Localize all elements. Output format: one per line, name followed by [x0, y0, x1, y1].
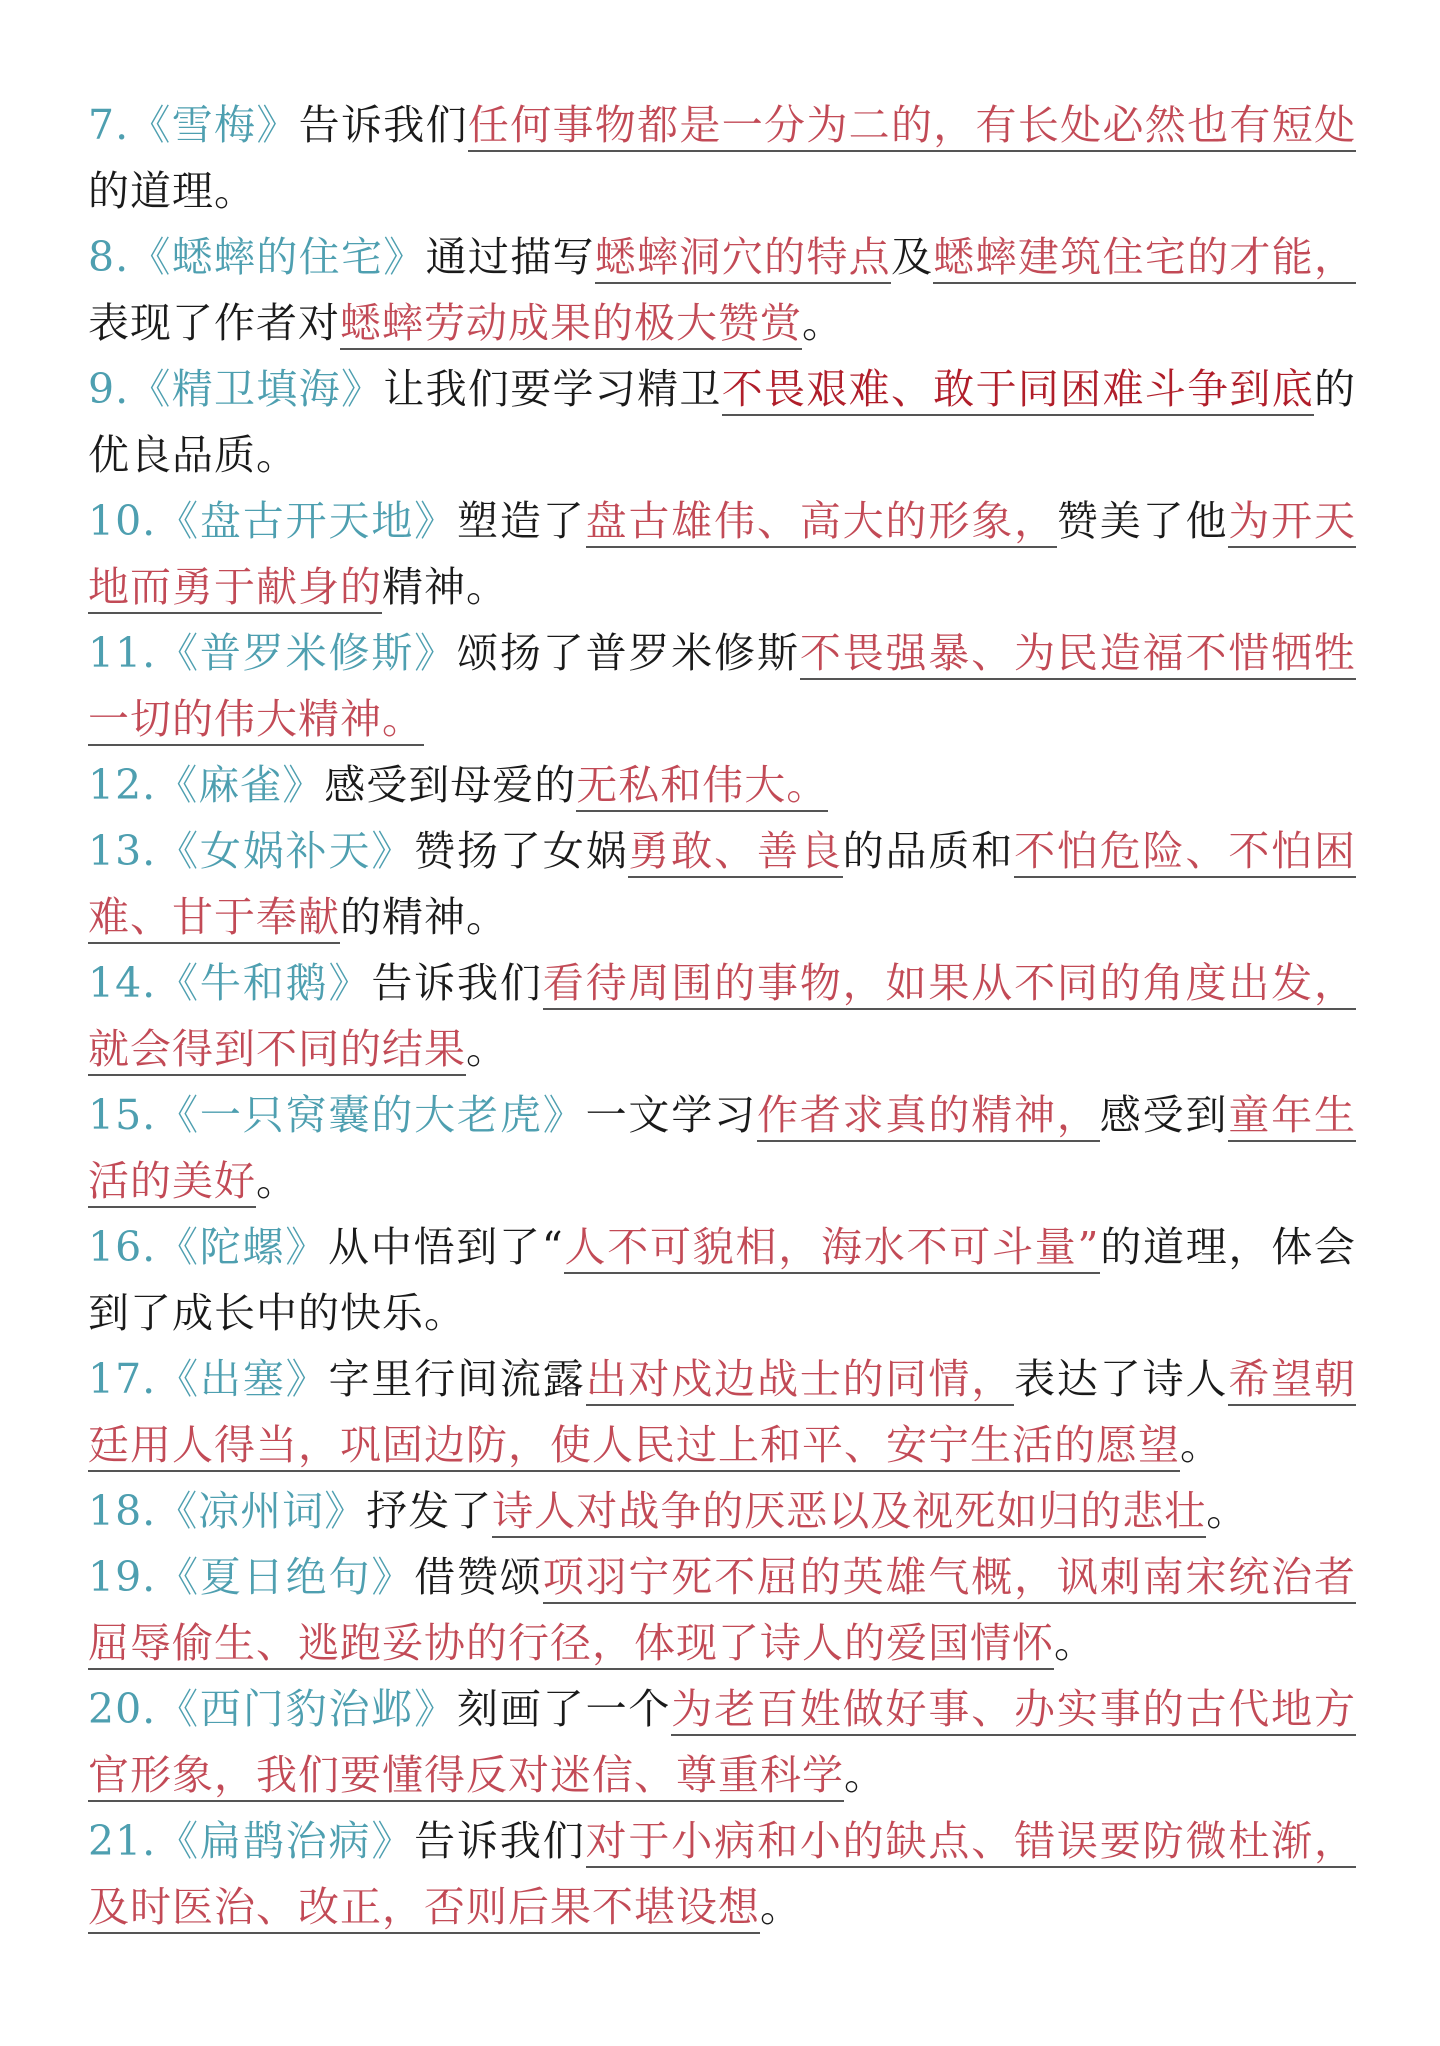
entry-text: 。: [1180, 1421, 1222, 1469]
entry-12: [88, 752, 1356, 818]
answer-underlined: 作者求真的精神，: [757, 1091, 1100, 1142]
entry-text: 的道理，体会到了成长中的快乐。: [88, 1223, 1357, 1337]
lesson-title: 《出塞》: [156, 1355, 329, 1403]
answer-underlined: 出对戍边战士的同情，: [586, 1355, 1015, 1406]
answer-underlined: 看待周围的事物，如果从不同的角度出发，就会得到不同的结果: [88, 959, 1356, 1076]
entry-text: 抒发了: [366, 1487, 493, 1535]
lesson-title: 《蟋蟀的住宅》: [129, 233, 426, 281]
lesson-title: 《牛和鹅》: [156, 959, 372, 1007]
entry-text: 。: [802, 299, 844, 347]
answer-underlined: 无私和伟大。: [576, 761, 828, 812]
entry-21: [88, 1808, 1356, 1940]
entry-text: 借赞颂: [414, 1553, 543, 1601]
entry-number: 10.: [88, 497, 157, 545]
answer-underlined: 童年生活的美好: [88, 1091, 1356, 1208]
entry-text: 赞扬了女娲: [414, 827, 629, 875]
entry-text: 的优良品质。: [88, 365, 1357, 479]
entry-text: 让我们要学习精卫: [383, 365, 722, 413]
entry-number: 16.: [88, 1223, 157, 1271]
entry-number: 17.: [88, 1355, 157, 1403]
entry-number: 11.: [88, 629, 157, 677]
answer-underlined: 不畏强暴、为民造福不惜牺牲一切的伟大精神。: [88, 629, 1356, 746]
lesson-title: 《西门豹治邺》: [156, 1685, 458, 1733]
entry-number: 12.: [88, 761, 157, 809]
answer-underlined: 人不可貌相，海水不可斗量”: [564, 1223, 1100, 1274]
entry-text: 字里行间流露: [328, 1355, 586, 1403]
entry-text: 一文学习: [585, 1091, 757, 1139]
lesson-title: 《盘古开天地》: [156, 497, 458, 545]
entry-text: 告诉我们: [414, 1817, 586, 1865]
lesson-title: 《普罗米修斯》: [156, 629, 458, 677]
entry-text: 颂扬了普罗米修斯: [457, 629, 800, 677]
entry-text: 赞美了他: [1056, 497, 1229, 545]
entry-text: 。: [1054, 1619, 1096, 1667]
entry-text: 表现了作者对: [88, 299, 340, 347]
entry-number: 7.: [88, 101, 130, 149]
entry-text: 的精神。: [340, 893, 508, 941]
lesson-title: 《精卫填海》: [129, 365, 384, 413]
entry-number: 15.: [88, 1091, 157, 1139]
entry-text: 刻画了一个: [457, 1685, 672, 1733]
lesson-title: 《一只窝囊的大老虎》: [156, 1091, 586, 1139]
lesson-title: 《凉州词》: [156, 1487, 367, 1535]
answer-underlined: 希望朝廷用人得当，巩固边防，使人民过上和平、安宁生活的愿望: [88, 1355, 1356, 1472]
entry-19: [88, 1544, 1356, 1676]
entry-text: 告诉我们: [298, 101, 468, 149]
entry-14: [88, 950, 1356, 1082]
entry-text: 感受到: [1099, 1091, 1229, 1139]
answer-underlined: 盘古雄伟、高大的形象，: [586, 497, 1057, 548]
answer-underlined: 蟋蟀洞穴的特点: [595, 233, 891, 284]
entry-text: 及: [890, 233, 934, 281]
lesson-title: 《扁鹊治病》: [156, 1817, 415, 1865]
answer-underlined: 项羽宁死不屈的英雄气概，讽刺南宋统治者屈辱偷生、逃跑妥协的行径，体现了诗人的爱国情怀: [88, 1553, 1356, 1670]
entry-11: [88, 620, 1356, 752]
entry-number: 9.: [88, 365, 130, 413]
entry-text: 。: [466, 1025, 508, 1073]
notes-page: [88, 92, 1356, 1940]
entry-15: [88, 1082, 1356, 1214]
entry-number: 18.: [88, 1487, 157, 1535]
entry-text: 。: [256, 1157, 298, 1205]
entry-text: 精神。: [382, 563, 508, 611]
entry-18: [88, 1478, 1356, 1544]
answer-underlined: 勇敢、善良: [628, 827, 842, 878]
entry-13: [88, 818, 1356, 950]
entry-text: 通过描写: [425, 233, 595, 281]
entry-9: [88, 356, 1356, 488]
entry-text: 的道理。: [88, 167, 256, 215]
entry-8: [88, 224, 1356, 356]
entry-text: 。: [1206, 1487, 1249, 1535]
entry-text: 表达了诗人: [1014, 1355, 1229, 1403]
answer-underlined: 为开天地而勇于献身的: [88, 497, 1356, 614]
lesson-title: 《雪梅》: [129, 101, 299, 149]
entry-text: 塑造了: [457, 497, 586, 545]
entry-text: 。: [844, 1751, 886, 1799]
entry-text: 从中悟到了“: [328, 1223, 564, 1271]
answer-underlined: 蟋蟀建筑住宅的才能，: [933, 233, 1356, 284]
entry-number: 20.: [88, 1685, 157, 1733]
entry-17: [88, 1346, 1356, 1478]
answer-underlined: 为老百姓做好事、办实事的古代地方官形象，我们要懂得反对迷信、尊重科学: [88, 1685, 1356, 1802]
entry-16: [88, 1214, 1356, 1346]
entry-7: [88, 92, 1356, 224]
entry-number: 19.: [88, 1553, 157, 1601]
entry-number: 21.: [88, 1817, 157, 1865]
lesson-title: 《女娲补天》: [156, 827, 415, 875]
lesson-title: 《夏日绝句》: [156, 1553, 415, 1601]
entry-text: 告诉我们: [371, 959, 543, 1007]
answer-underlined: 诗人对战争的厌恶以及视死如归的悲壮: [492, 1487, 1206, 1538]
entry-number: 8.: [88, 233, 130, 281]
entry-20: [88, 1676, 1356, 1808]
entry-number: 13.: [88, 827, 157, 875]
lesson-title: 《陀螺》: [156, 1223, 328, 1271]
entry-number: 14.: [88, 959, 157, 1007]
entry-text: 。: [760, 1883, 802, 1931]
entry-text: 的品质和: [842, 827, 1015, 875]
lesson-title: 《麻雀》: [156, 761, 325, 809]
answer-underlined: 不畏艰难、敢于同困难斗争到底: [722, 365, 1314, 416]
entry-10: [88, 488, 1356, 620]
answer-underlined: 不怕危险、不怕困难、甘于奉献: [88, 827, 1356, 944]
answer-underlined: 任何事物都是一分为二的，有长处必然也有短处: [468, 101, 1356, 152]
entry-text: 感受到母爱的: [324, 761, 577, 809]
answer-underlined: 对于小病和小的缺点、错误要防微杜渐，及时医治、改正，否则后果不堪设想: [88, 1817, 1356, 1934]
answer-underlined: 蟋蟀劳动成果的极大赞赏: [340, 299, 802, 350]
